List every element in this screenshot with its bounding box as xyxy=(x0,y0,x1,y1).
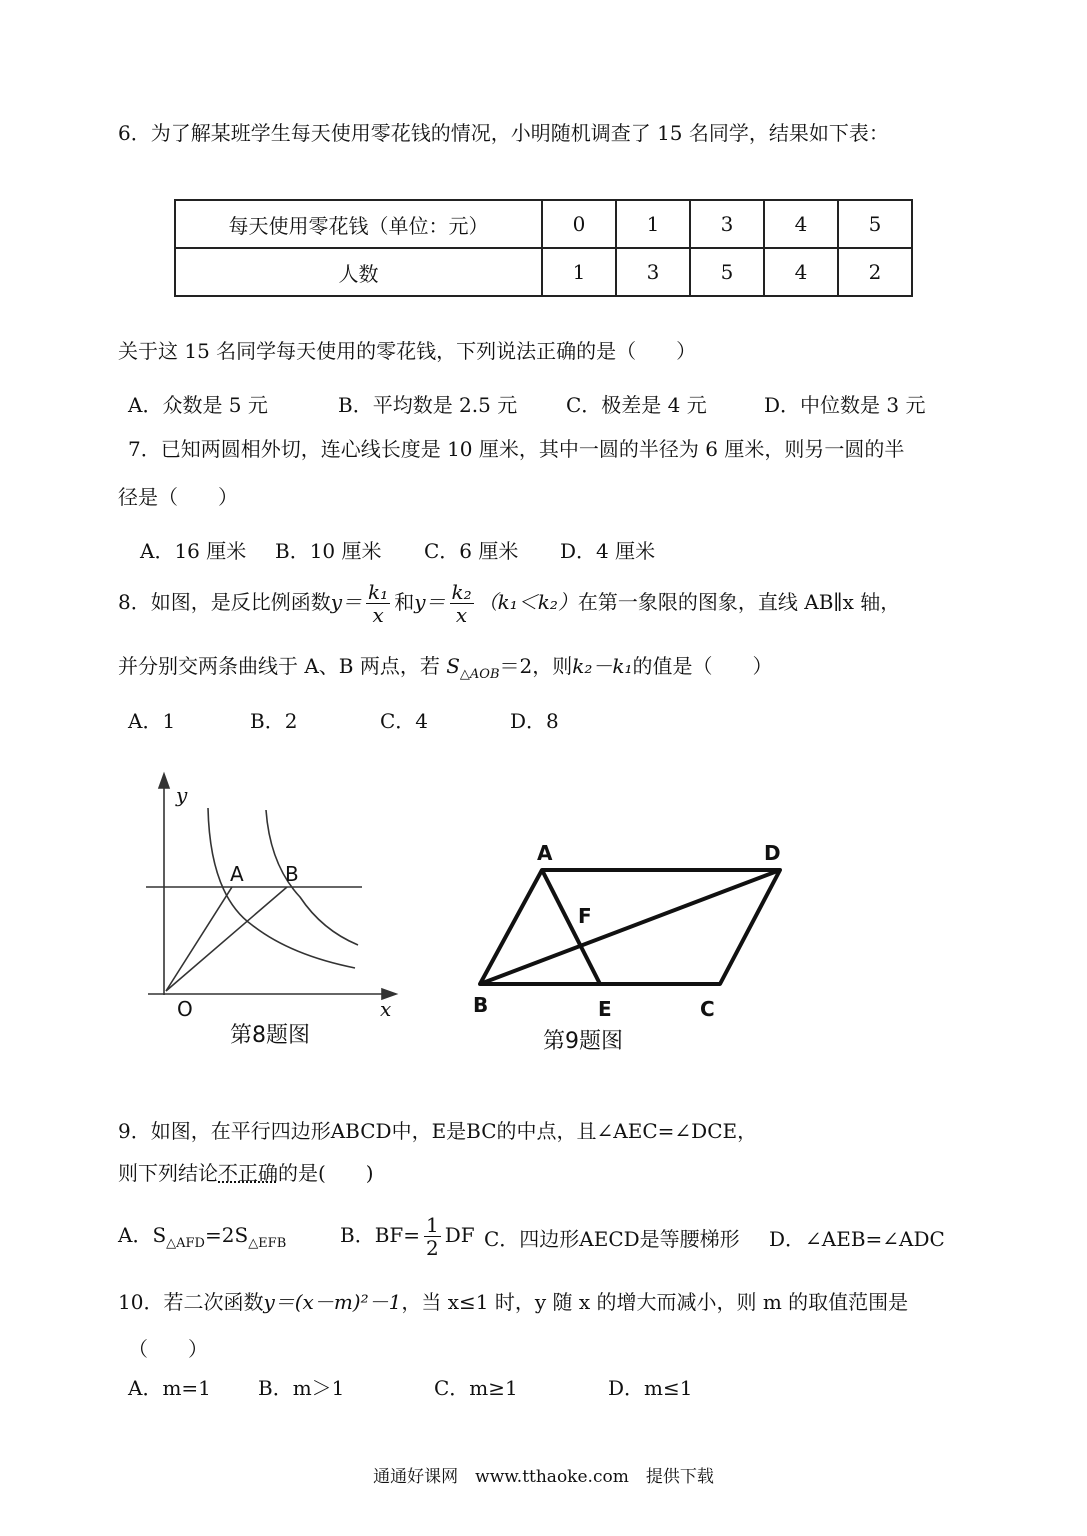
table-cell: 5 xyxy=(690,248,764,296)
q10-prefix: 10．若二次函数 xyxy=(118,1290,264,1314)
q9-label-e: E xyxy=(598,997,612,1021)
q8-origin-label: O xyxy=(177,997,193,1021)
q9-opt-b-fraction xyxy=(424,1214,441,1259)
q8-x-label: x xyxy=(380,997,392,1021)
q10-option-b: B．m＞1 xyxy=(258,1376,345,1400)
q8-f2-lhs: y＝ xyxy=(414,590,446,614)
q8-suffix: 在第一象限的图象，直线 AB∥x 轴， xyxy=(577,590,901,614)
q9-figure-caption: 第9题图 xyxy=(543,1029,623,1054)
table-cell: 4 xyxy=(764,200,838,248)
q10-option-d: D．m≤1 xyxy=(608,1376,693,1400)
q10-stem xyxy=(118,1289,908,1315)
q6-option-c: C．极差是 4 元 xyxy=(566,393,707,417)
q8-f1-fraction xyxy=(366,581,390,626)
q7-stem-line2: 径是（ ） xyxy=(118,485,238,509)
y-axis-arrow xyxy=(159,774,169,788)
table-cell: 1 xyxy=(542,248,616,296)
table-row xyxy=(175,248,912,296)
table-row xyxy=(175,200,912,248)
q9-label-f: F xyxy=(578,904,592,928)
q8-f1-denominator: x xyxy=(372,603,384,627)
q8-stem-line2 xyxy=(118,653,773,688)
q9-opt-b-post: DF xyxy=(444,1223,475,1247)
table-cell: 2 xyxy=(838,248,912,296)
q9-option-a xyxy=(118,1222,286,1257)
q6-option-b: B．平均数是 2.5 元 xyxy=(338,393,518,417)
table-cell: 人数 xyxy=(175,248,542,296)
q10-suffix: ，当 x≤1 时，y 随 x 的增大而减小，则 m 的取值范围是 xyxy=(401,1290,909,1314)
q9-stem-line1: 9．如图，在平行四边形ABCD中，E是BC的中点，且∠AEC=∠DCE， xyxy=(118,1119,758,1143)
q9-stem-part1: 则下列结论 xyxy=(118,1161,218,1185)
q8-line2-a: 并分别交两条曲线于 A、B 两点，若 xyxy=(118,654,440,678)
table-cell: 5 xyxy=(838,200,912,248)
q7-option-d: D．4 厘米 xyxy=(560,539,656,563)
q8-area-subscript: △AOB xyxy=(459,667,500,682)
q9-stem-line2 xyxy=(118,1160,374,1186)
q8-point-b-label: B xyxy=(285,862,299,886)
q8-f2-fraction xyxy=(450,581,474,626)
q9-option-c: C．四边形AECD是等腰梯形 xyxy=(484,1227,740,1251)
q9-label-d: D xyxy=(764,841,781,865)
q7-option-c: C．6 厘米 xyxy=(424,539,519,563)
q8-f1-numerator: k₁ xyxy=(368,580,389,604)
q8-line2-b: ，则 xyxy=(532,654,573,678)
q9-stem-emphasis: 不正确 xyxy=(218,1161,278,1185)
q8-condition: （k₁＜k₂） xyxy=(477,590,578,614)
curve-k2 xyxy=(266,810,358,945)
q9-figure xyxy=(470,860,790,990)
q9-option-b xyxy=(340,1210,475,1260)
q8-f2-denominator: x xyxy=(455,603,468,627)
q7-stem-line1: 7．已知两圆相外切，连心线长度是 10 厘米，其中一圆的半径为 6 厘米，则另一圆的半 xyxy=(128,437,905,461)
q8-f2-numerator: k₂ xyxy=(451,580,472,604)
q8-area-value: ＝2 xyxy=(499,654,533,678)
q6-option-a: A．众数是 5 元 xyxy=(128,393,268,417)
q7-option-a: A．16 厘米 xyxy=(140,539,247,563)
table-cell: 0 xyxy=(542,200,616,248)
q6-question: 关于这 15 名同学每天使用的零花钱，下列说法正确的是（ ） xyxy=(118,339,697,363)
q8-option-d: D．8 xyxy=(510,709,559,733)
q10-option-a: A．m=1 xyxy=(128,1376,211,1400)
q9-label-a: A xyxy=(537,841,553,865)
q7-option-b: B．10 厘米 xyxy=(275,539,382,563)
q9-opt-b-denominator: 2 xyxy=(426,1236,439,1260)
table-cell: 4 xyxy=(764,248,838,296)
page-footer: 通通好课网 www.tthaoke.com 提供下载 xyxy=(373,1467,714,1487)
q8-f1-lhs: y＝ xyxy=(330,590,363,614)
q8-expression: k₂－k₁ xyxy=(572,654,633,678)
q8-option-c: C．4 xyxy=(380,709,429,733)
q10-formula: y＝(x－m)²－1 xyxy=(263,1290,402,1314)
table-cell: 每天使用零花钱（单位：元） xyxy=(175,200,542,248)
q9-opt-a-sub1: △AFD xyxy=(166,1236,205,1251)
q6-stem: 6．为了解某班学生每天使用零花钱的情况，小明随机调查了 15 名同学，结果如下表： xyxy=(118,121,889,145)
q9-opt-a-sub2: △EFB xyxy=(248,1236,287,1251)
q8-y-label: y xyxy=(176,783,188,807)
q10-paren: （ ） xyxy=(128,1337,208,1361)
segment-bd xyxy=(480,870,780,984)
q9-opt-a-mid: =2S xyxy=(205,1223,249,1247)
q8-stem-line1 xyxy=(118,572,900,632)
table-cell: 1 xyxy=(616,200,690,248)
table-cell: 3 xyxy=(690,200,764,248)
q9-opt-b-numerator: 1 xyxy=(426,1213,439,1237)
q9-stem-part2: 的是( ) xyxy=(278,1161,374,1185)
q8-prefix: 8．如图，是反比例函数 xyxy=(118,590,331,614)
q8-conj: 和 xyxy=(394,590,415,614)
q8-line2-c: 的值是（ ） xyxy=(632,654,773,678)
q8-figure-caption: 第8题图 xyxy=(230,1023,310,1048)
q8-point-a-label: A xyxy=(230,862,244,886)
q8-option-a: A．1 xyxy=(128,709,176,733)
q9-opt-b-text: B．BF= xyxy=(340,1223,421,1247)
q8-option-b: B．2 xyxy=(250,709,298,733)
table-cell: 3 xyxy=(616,248,690,296)
q9-label-c: C xyxy=(700,997,715,1021)
segment-ob xyxy=(166,887,287,991)
q10-option-c: C．m≥1 xyxy=(434,1376,518,1400)
q9-option-d: D．∠AEB=∠ADC xyxy=(769,1227,945,1251)
curve-k1 xyxy=(208,808,355,968)
segment-oa xyxy=(166,887,232,991)
q9-label-b: B xyxy=(473,993,489,1017)
q9-opt-a-text: A．S xyxy=(118,1223,167,1247)
q6-option-d: D．中位数是 3 元 xyxy=(764,393,926,417)
q8-area-symbol: S xyxy=(446,654,460,678)
q6-table xyxy=(174,199,913,297)
